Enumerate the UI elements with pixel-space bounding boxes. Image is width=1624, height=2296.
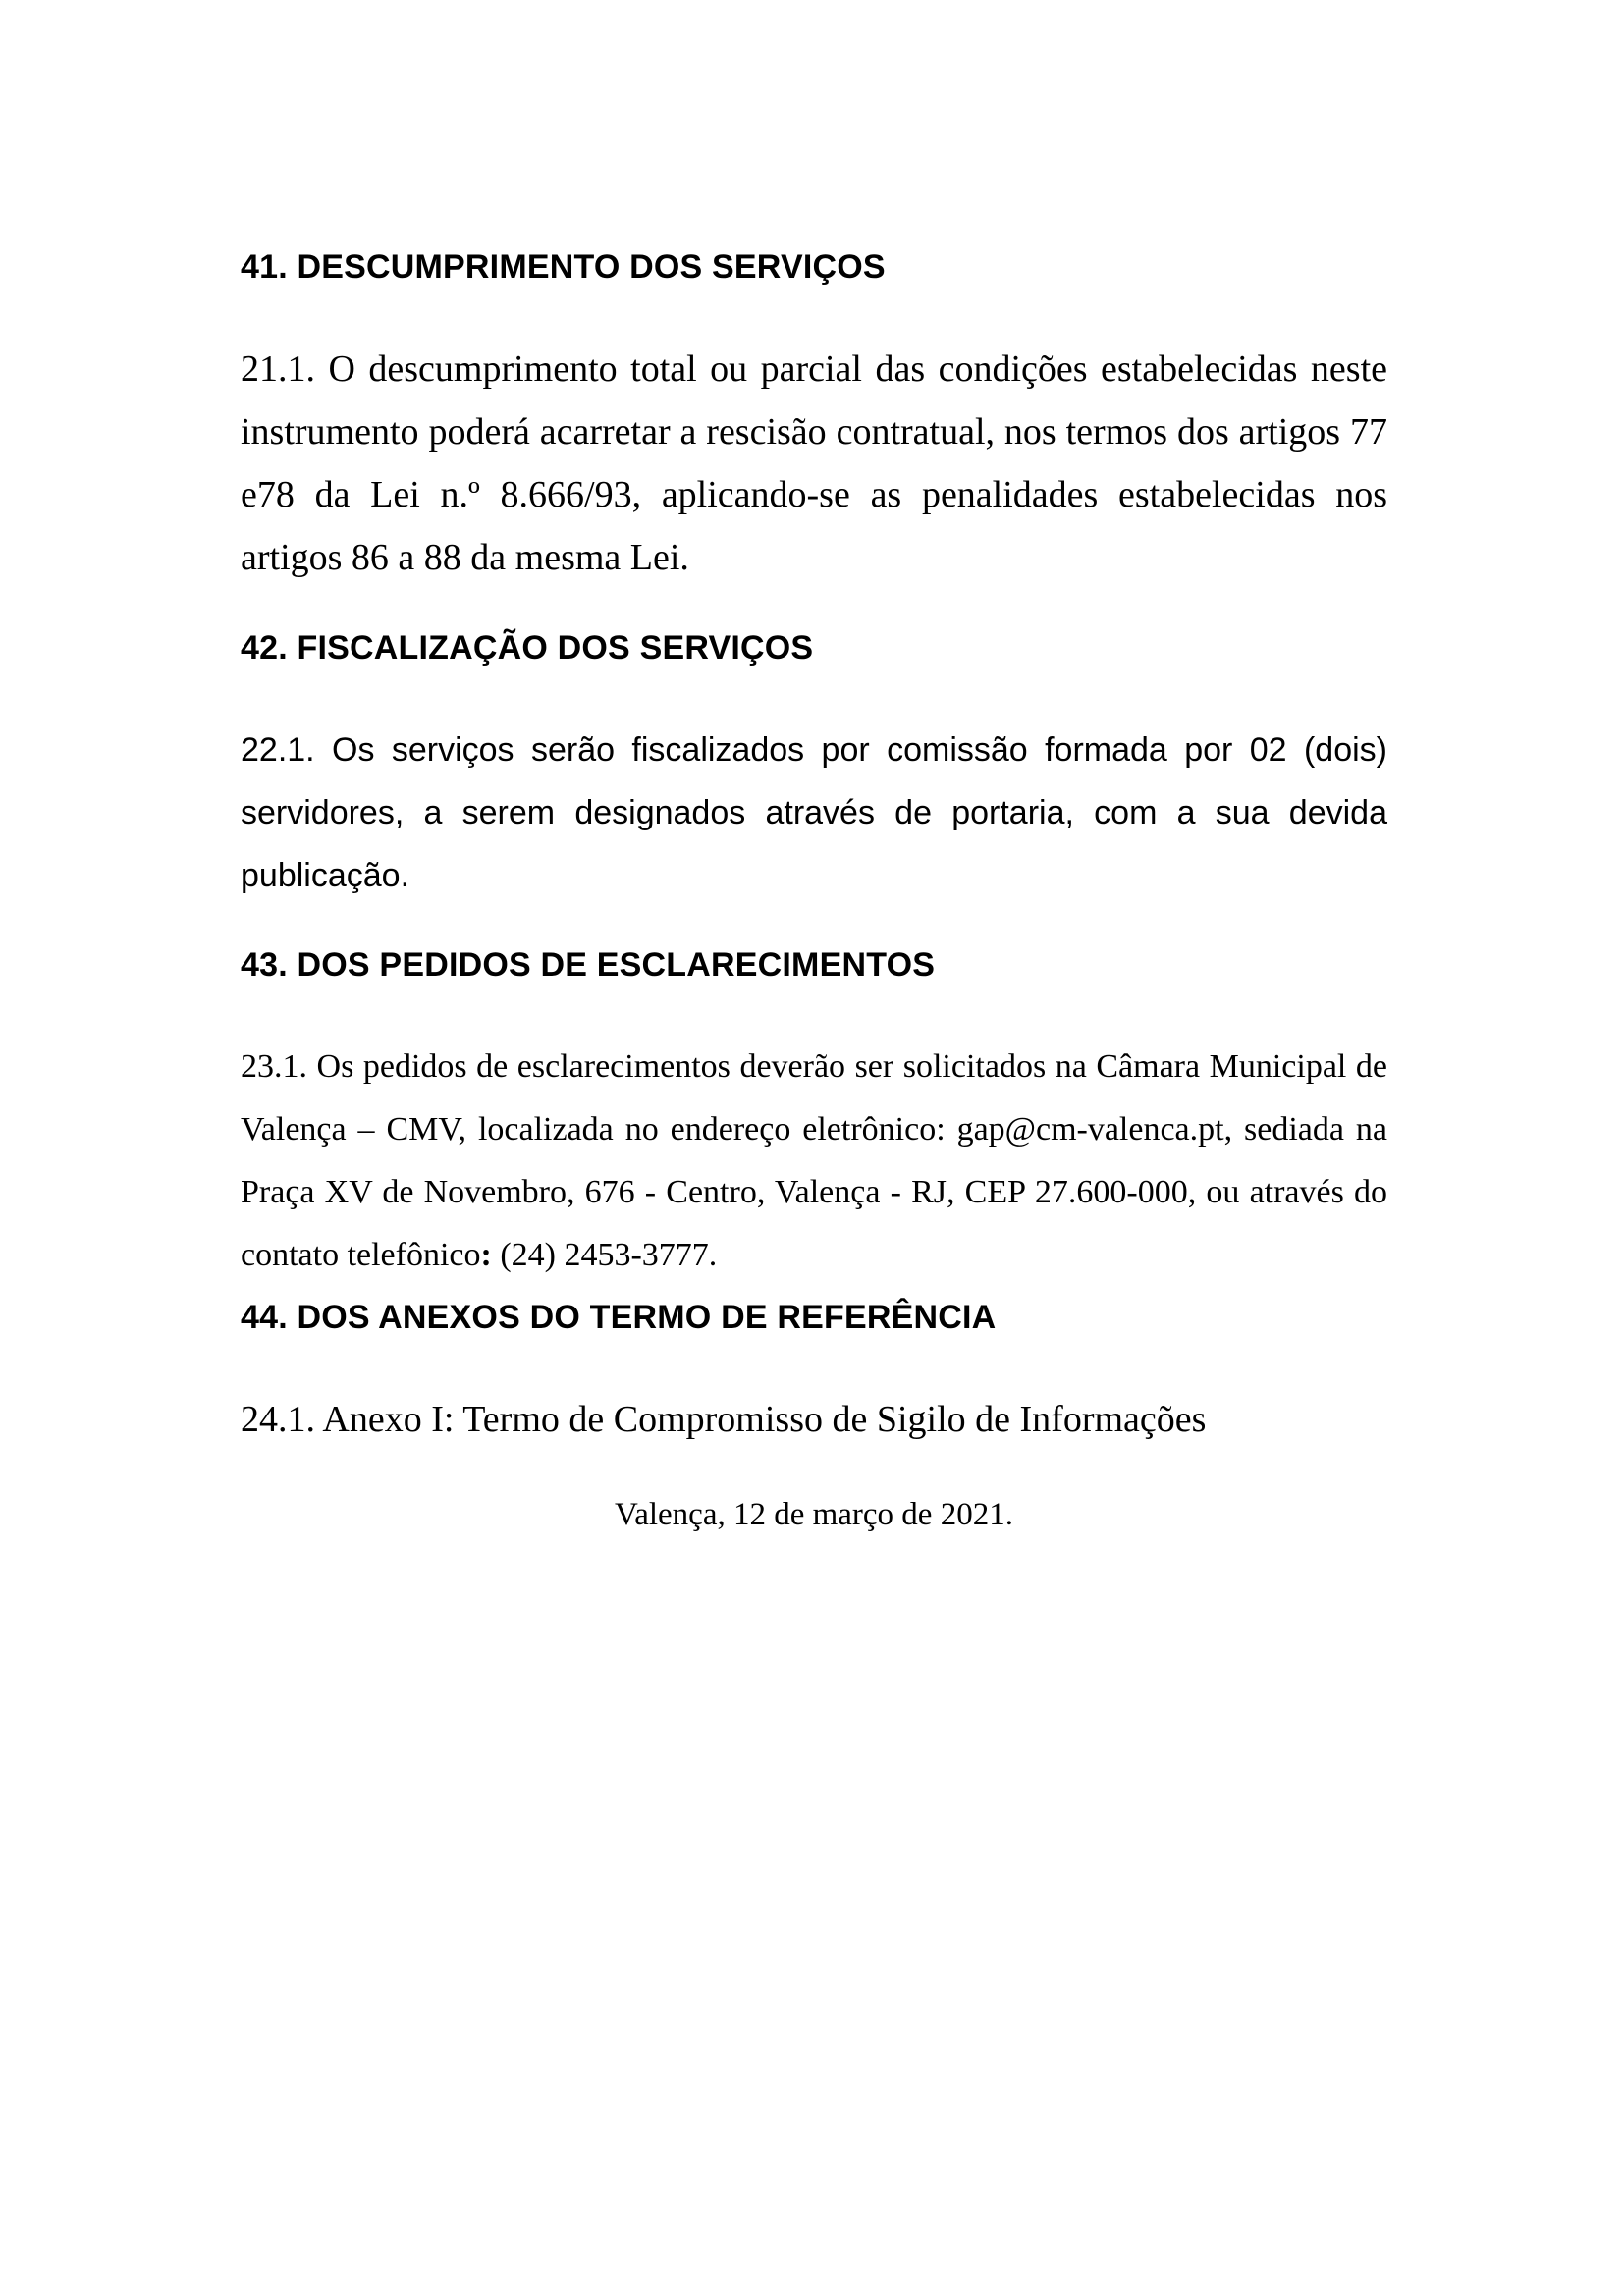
paragraph-23-1-text: 23.1. Os pedidos de esclarecimentos deverão ser solicitados na Câmara Municipal de Valença – CMV, localizada no endereço eletrônico: gap@cm-valenca.pt, sediada na Praça XV de Novembro, 676 - Centro, Valença - RJ, CEP 27.600-000, ou através do contato telefônico xyxy=(241,1048,1387,1273)
paragraph-21-1: 21.1. O descumprimento total ou parcial das condições estabelecidas neste instrumento poderá acarretar a rescisão contratual, nos termos dos artigos 77 e78 da Lei n.º 8.666/93, aplicando-se as penalidades estabelecidas nos artigos 86 a 88 da mesma Lei. xyxy=(241,348,1387,578)
paragraph-24-1: 24.1. Anexo I: Termo de Compromisso de Sigilo de Informações xyxy=(241,1399,1207,1440)
section-43-heading: 43. DOS PEDIDOS DE ESCLARECIMENTOS xyxy=(241,946,936,984)
paragraph-23-1-bold-colon: : xyxy=(480,1237,492,1273)
date-line: Valença, 12 de março de 2021. xyxy=(615,1497,1013,1532)
paragraph-23-1 xyxy=(241,1036,1387,1287)
paragraph-23-1-phone: (24) 2453-3777. xyxy=(491,1237,718,1273)
section-44-heading: 44. DOS ANEXOS DO TERMO DE REFERÊNCIA xyxy=(241,1299,997,1336)
section-42-heading: 42. FISCALIZAÇÃO DOS SERVIÇOS xyxy=(241,629,814,667)
section-41-heading: 41. DESCUMPRIMENTO DOS SERVIÇOS xyxy=(241,248,886,286)
paragraph-22-1: 22.1. Os serviços serão fiscalizados por comissão formada por 02 (dois) servidores, a serem designados através de portaria, com a sua devida publicação. xyxy=(241,731,1387,894)
